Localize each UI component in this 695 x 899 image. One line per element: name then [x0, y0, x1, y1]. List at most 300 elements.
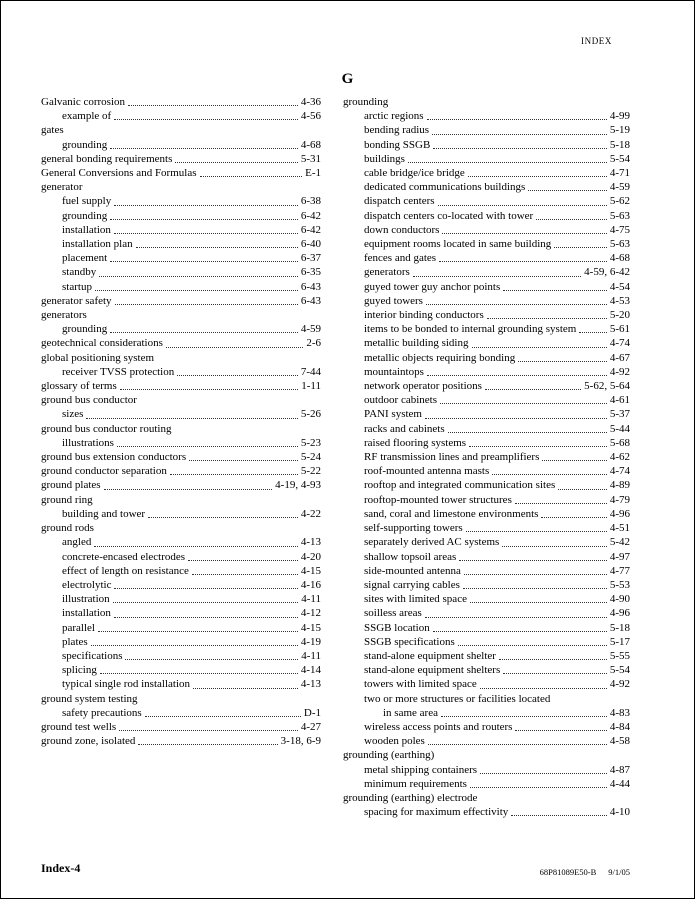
index-entry	[343, 805, 630, 819]
entry-page-number: 4-14	[300, 664, 321, 677]
dot-leader	[113, 602, 299, 603]
index-entry	[41, 521, 321, 535]
dot-leader	[200, 176, 303, 177]
dot-leader	[119, 730, 298, 731]
index-entry	[41, 464, 321, 478]
entry-label: minimum requirements	[364, 777, 467, 790]
entry-page-number: 4-96	[609, 507, 630, 520]
index-entry	[41, 706, 321, 720]
entry-label: example of	[62, 110, 112, 123]
dot-leader	[492, 474, 607, 475]
entry-page-number: 4-74	[609, 465, 630, 478]
index-entry	[41, 677, 321, 691]
entry-label: ground ring	[41, 493, 93, 506]
dot-leader	[433, 631, 607, 632]
dot-leader	[464, 574, 607, 575]
entry-label: equipment rooms located in same building	[364, 238, 552, 251]
index-entry	[41, 692, 321, 706]
entry-page-number: 5-62, 5-64	[584, 380, 630, 393]
dot-leader	[413, 276, 581, 277]
index-entry	[343, 280, 630, 294]
entry-page-number: 4-90	[609, 593, 630, 606]
index-entry	[41, 621, 321, 635]
dot-leader	[542, 460, 606, 461]
entry-page-number: 4-59	[300, 323, 321, 336]
entry-label: receiver TVSS protection	[62, 365, 175, 378]
entry-label: grounding	[343, 96, 389, 108]
entry-label: outdoor cabinets	[364, 394, 438, 407]
index-entry	[343, 194, 630, 208]
dot-leader	[528, 190, 607, 191]
dot-leader	[125, 659, 298, 660]
dot-leader	[114, 205, 298, 206]
entry-label: installation	[62, 607, 111, 620]
entry-page-number: 5-37	[609, 408, 630, 421]
dot-leader	[177, 375, 298, 376]
entry-label: typical single rod installation	[62, 678, 191, 691]
entry-page-number: 5-62	[609, 195, 630, 208]
entry-label: interior binding conductors	[364, 309, 484, 322]
entry-page-number: 4-75	[609, 223, 630, 236]
index-entry	[41, 592, 321, 606]
entry-page-number: 4-15	[300, 564, 321, 577]
dot-leader	[468, 176, 607, 177]
entry-label: wooden poles	[364, 735, 425, 748]
entry-label: towers with limited space	[364, 678, 477, 691]
entry-page-number: 6-38	[300, 195, 321, 208]
index-entry	[343, 422, 630, 436]
entry-page-number: 4-62	[609, 451, 630, 464]
entry-page-number: 4-53	[609, 294, 630, 307]
index-entry	[343, 734, 630, 748]
dot-leader	[427, 375, 607, 376]
index-entry	[41, 194, 321, 208]
entry-label: bonding SSGB	[364, 138, 431, 151]
dot-leader	[470, 787, 607, 788]
entry-label: ground zone, isolated	[41, 735, 136, 748]
entry-label: rooftop-mounted tower structures	[364, 493, 512, 506]
entry-label: ground bus conductor	[41, 394, 137, 407]
entry-label: grounding (earthing)	[343, 749, 435, 762]
dot-leader	[120, 389, 298, 390]
entry-label: generator	[41, 181, 83, 194]
entry-page-number: 4-13	[300, 536, 321, 549]
dot-leader	[95, 290, 298, 291]
index-entry	[41, 450, 321, 464]
index-entry	[41, 564, 321, 578]
entry-page-number: 5-24	[300, 451, 321, 464]
entry-page-number: 5-61	[609, 323, 630, 336]
entry-page-number: 4-16	[300, 578, 321, 591]
entry-label: shallow topsoil areas	[364, 550, 457, 563]
index-entry	[343, 180, 630, 194]
entry-page-number: 4-87	[609, 763, 630, 776]
entry-page-number: 5-63	[609, 238, 630, 251]
entry-label: self-supporting towers	[364, 522, 463, 535]
index-entry	[41, 478, 321, 492]
entry-page-number: 4-19	[300, 635, 321, 648]
dot-leader	[440, 403, 607, 404]
index-entry	[41, 365, 321, 379]
entry-page-number: 4-68	[300, 138, 321, 151]
dot-leader	[579, 332, 606, 333]
dot-leader	[110, 261, 298, 262]
dot-leader	[427, 119, 607, 120]
entry-label: grounding	[62, 209, 108, 222]
dot-leader	[480, 688, 607, 689]
entry-label: side-mounted antenna	[364, 564, 461, 577]
index-entry	[41, 109, 321, 123]
dot-leader	[541, 517, 606, 518]
dot-leader	[166, 347, 303, 348]
dot-leader	[408, 162, 607, 163]
index-entry	[343, 677, 630, 691]
index-entry	[41, 138, 321, 152]
entry-page-number: 4-51	[609, 522, 630, 535]
index-entry	[343, 763, 630, 777]
dot-leader	[94, 546, 298, 547]
index-entry	[41, 308, 321, 322]
entry-page-number: 4-92	[609, 678, 630, 691]
dot-leader	[536, 219, 607, 220]
entry-label: cable bridge/ice bridge	[364, 167, 465, 180]
entry-label: soilless areas	[364, 607, 422, 620]
dot-leader	[193, 688, 298, 689]
entry-label: bending radius	[364, 124, 430, 137]
entry-page-number: 3-18, 6-9	[280, 735, 321, 748]
index-entry	[41, 436, 321, 450]
dot-leader	[503, 673, 607, 674]
index-entry	[343, 95, 630, 109]
dot-leader	[503, 290, 607, 291]
dot-leader	[115, 304, 298, 305]
entry-page-number: 4-74	[609, 337, 630, 350]
entry-label: ground bus extension conductors	[41, 451, 187, 464]
entry-label: generators	[41, 309, 87, 322]
dot-leader	[114, 119, 298, 120]
entry-label: generator safety	[41, 294, 112, 307]
index-entry	[343, 166, 630, 180]
entry-label: down conductors	[364, 223, 440, 236]
entry-page-number: 2-6	[306, 337, 321, 350]
dot-leader	[466, 531, 607, 532]
index-entry	[41, 251, 321, 265]
index-entry	[41, 123, 321, 137]
dot-leader	[114, 588, 297, 589]
index-entry	[343, 550, 630, 564]
index-entry	[41, 393, 321, 407]
entry-label: placement	[62, 252, 108, 265]
entry-page-number: 4-58	[609, 735, 630, 748]
entry-page-number: 4-96	[609, 607, 630, 620]
index-entry	[343, 464, 630, 478]
index-entry	[343, 748, 630, 762]
footer-date: 9/1/05	[608, 867, 630, 877]
index-entry	[343, 209, 630, 223]
index-entry	[343, 336, 630, 350]
entry-label: glossary of terms	[41, 380, 117, 393]
index-entry	[343, 322, 630, 336]
entry-label: Galvanic corrosion	[41, 96, 125, 108]
entry-page-number: 4-56	[300, 110, 321, 123]
entry-page-number: 4-12	[300, 607, 321, 620]
index-entry	[343, 351, 630, 365]
index-entry	[41, 294, 321, 308]
dot-leader	[148, 517, 298, 518]
index-entry	[41, 407, 321, 421]
entry-label: installation plan	[62, 238, 133, 251]
footer-doc-info	[540, 867, 630, 877]
entry-page-number: 4-54	[609, 280, 630, 293]
entry-page-number: 6-42	[300, 223, 321, 236]
entry-label: arctic regions	[364, 110, 424, 123]
dot-leader	[480, 773, 607, 774]
entry-page-number: 4-77	[609, 564, 630, 577]
index-entry	[343, 791, 630, 805]
dot-leader	[104, 489, 273, 490]
index-entry	[41, 166, 321, 180]
entry-page-number: 4-79	[609, 493, 630, 506]
index-entry	[343, 265, 630, 279]
entry-label: specifications	[62, 649, 123, 662]
entry-label: grounding (earthing) electrode	[343, 791, 478, 804]
index-entry	[41, 734, 321, 748]
entry-page-number: 5-54	[609, 152, 630, 165]
entry-label: fences and gates	[364, 252, 437, 265]
index-entry	[343, 606, 630, 620]
index-entry	[343, 450, 630, 464]
entry-page-number: 5-31	[300, 152, 321, 165]
entry-page-number: 5-26	[300, 408, 321, 421]
index-entry	[41, 493, 321, 507]
index-entry	[343, 123, 630, 137]
dot-leader	[433, 148, 607, 149]
entry-label: effect of length on resistance	[62, 564, 189, 577]
entry-page-number: 5-17	[609, 635, 630, 648]
entry-label: in same area	[383, 706, 438, 719]
dot-leader	[110, 219, 298, 220]
dot-leader	[515, 730, 606, 731]
index-entry	[343, 308, 630, 322]
index-column-right	[343, 95, 630, 819]
index-entry	[41, 507, 321, 521]
dot-leader	[425, 617, 607, 618]
entry-label: ground bus conductor routing	[41, 422, 172, 435]
entry-label: sizes	[62, 408, 84, 421]
entry-label: installation	[62, 223, 111, 236]
index-entry	[343, 706, 630, 720]
entry-page-number: 5-68	[609, 436, 630, 449]
entry-page-number: 5-19	[609, 124, 630, 137]
entry-page-number: 7-44	[300, 365, 321, 378]
entry-page-number: 5-18	[609, 138, 630, 151]
entry-page-number: 4-84	[609, 720, 630, 733]
entry-page-number: 4-59, 6-42	[584, 266, 630, 279]
entry-page-number: 4-68	[609, 252, 630, 265]
entry-label: General Conversions and Formulas	[41, 167, 197, 180]
index-entry	[41, 535, 321, 549]
entry-label: rooftop and integrated communication sites	[364, 479, 556, 492]
entry-label: ground conductor separation	[41, 465, 167, 478]
entry-label: mountaintops	[364, 365, 424, 378]
entry-label: items to be bonded to internal grounding system	[364, 323, 577, 336]
dot-leader	[136, 247, 298, 248]
entry-label: network operator positions	[364, 380, 482, 393]
index-entry	[343, 578, 630, 592]
entry-label: metal shipping containers	[364, 763, 478, 776]
entry-page-number: 4-11	[301, 593, 321, 606]
index-entry	[41, 180, 321, 194]
entry-label: gates	[41, 124, 64, 137]
dot-leader	[499, 659, 607, 660]
dot-leader	[470, 602, 607, 603]
index-entry	[41, 578, 321, 592]
index-entry	[343, 407, 630, 421]
dot-leader	[515, 503, 607, 504]
index-entry	[343, 436, 630, 450]
dot-leader	[188, 560, 298, 561]
entry-page-number: 5-53	[609, 578, 630, 591]
dot-leader	[487, 318, 607, 319]
dot-leader	[114, 233, 298, 234]
dot-leader	[100, 673, 298, 674]
entry-page-number: 5-54	[609, 664, 630, 677]
index-entry	[41, 720, 321, 734]
index-entry	[343, 109, 630, 123]
index-column-left	[41, 95, 321, 819]
index-entry	[41, 663, 321, 677]
entry-page-number: 4-67	[609, 351, 630, 364]
dot-leader	[117, 446, 298, 447]
dot-leader	[554, 247, 607, 248]
entry-label: fuel supply	[62, 195, 112, 208]
index-entry	[41, 237, 321, 251]
entry-label: signal carrying cables	[364, 578, 460, 591]
index-entry	[41, 265, 321, 279]
entry-label: grounding	[62, 138, 108, 151]
entry-page-number: 4-15	[300, 621, 321, 634]
dot-leader	[442, 233, 606, 234]
dot-leader	[448, 432, 607, 433]
entry-label: general bonding requirements	[41, 152, 173, 165]
index-entry	[41, 322, 321, 336]
entry-label: sand, coral and limestone environments	[364, 507, 539, 520]
index-entry	[343, 521, 630, 535]
entry-page-number: 4-61	[609, 394, 630, 407]
entry-page-number: 4-19, 4-93	[275, 479, 321, 492]
entry-label: safety precautions	[62, 706, 142, 719]
index-entry	[343, 720, 630, 734]
entry-label: roof-mounted antenna masts	[364, 465, 490, 478]
entry-label: stand-alone equipment shelter	[364, 649, 496, 662]
entry-page-number: 6-43	[300, 294, 321, 307]
dot-leader	[458, 645, 607, 646]
dot-leader	[86, 418, 297, 419]
entry-label: guyed towers	[364, 294, 423, 307]
entry-label: spacing for maximum effectivity	[364, 806, 509, 819]
dot-leader	[99, 276, 298, 277]
dot-leader	[439, 261, 607, 262]
dot-leader	[428, 744, 607, 745]
entry-page-number: 4-99	[609, 110, 630, 123]
entry-page-number: 4-83	[609, 706, 630, 719]
dot-leader	[114, 617, 298, 618]
entry-label: parallel	[62, 621, 95, 634]
index-entry	[343, 649, 630, 663]
section-letter-heading: G	[341, 71, 354, 87]
index-entry	[41, 223, 321, 237]
index-entry	[41, 550, 321, 564]
dot-leader	[110, 332, 298, 333]
entry-label: standby	[62, 266, 97, 279]
entry-label: electrolytic	[62, 578, 112, 591]
entry-label: metallic objects requiring bonding	[364, 351, 516, 364]
entry-page-number: 4-44	[609, 777, 630, 790]
entry-label: stand-alone equipment shelters	[364, 664, 501, 677]
entry-page-number: 4-36	[300, 96, 321, 108]
index-columns	[41, 95, 630, 819]
index-entry	[343, 535, 630, 549]
entry-label: concrete-encased electrodes	[62, 550, 186, 563]
entry-label: ground system testing	[41, 692, 138, 705]
dot-leader	[110, 148, 298, 149]
index-entry	[343, 365, 630, 379]
entry-label: dedicated communications buildings	[364, 181, 526, 194]
footer-doc-number: 68P81089E50-B	[539, 867, 597, 877]
entry-label: illustration	[62, 593, 110, 606]
entry-page-number: 4-22	[300, 507, 321, 520]
entry-page-number: 4-71	[609, 167, 630, 180]
entry-page-number: 4-92	[609, 365, 630, 378]
entry-page-number: 4-27	[300, 720, 321, 733]
entry-page-number: 4-59	[609, 181, 630, 194]
dot-leader	[145, 716, 301, 717]
entry-page-number: 4-11	[301, 649, 321, 662]
running-header-label: INDEX	[581, 36, 612, 46]
index-entry	[41, 422, 321, 436]
entry-label: SSGB location	[364, 621, 430, 634]
entry-label: SSGB specifications	[364, 635, 455, 648]
entry-label: raised flooring systems	[364, 436, 467, 449]
dot-leader	[91, 645, 298, 646]
index-entry	[343, 237, 630, 251]
entry-label: buildings	[364, 152, 405, 165]
index-entry	[343, 223, 630, 237]
entry-label: two or more structures or facilities located	[364, 692, 551, 705]
index-entry	[41, 280, 321, 294]
index-entry	[41, 351, 321, 365]
dot-leader	[138, 744, 277, 745]
entry-page-number: 4-13	[300, 678, 321, 691]
entry-label: ground test wells	[41, 720, 117, 733]
entry-label: ground rods	[41, 522, 94, 535]
entry-label: guyed tower guy anchor points	[364, 280, 501, 293]
entry-page-number: 4-97	[609, 550, 630, 563]
index-entry	[343, 152, 630, 166]
index-entry	[343, 564, 630, 578]
index-entry	[343, 138, 630, 152]
index-entry	[343, 379, 630, 393]
dot-leader	[472, 347, 607, 348]
index-entry	[343, 592, 630, 606]
dot-leader	[485, 389, 581, 390]
dot-leader	[469, 446, 607, 447]
index-entry	[343, 777, 630, 791]
entry-page-number: 5-20	[609, 309, 630, 322]
dot-leader	[98, 631, 298, 632]
entry-page-number: 5-23	[300, 436, 321, 449]
index-entry	[343, 251, 630, 265]
